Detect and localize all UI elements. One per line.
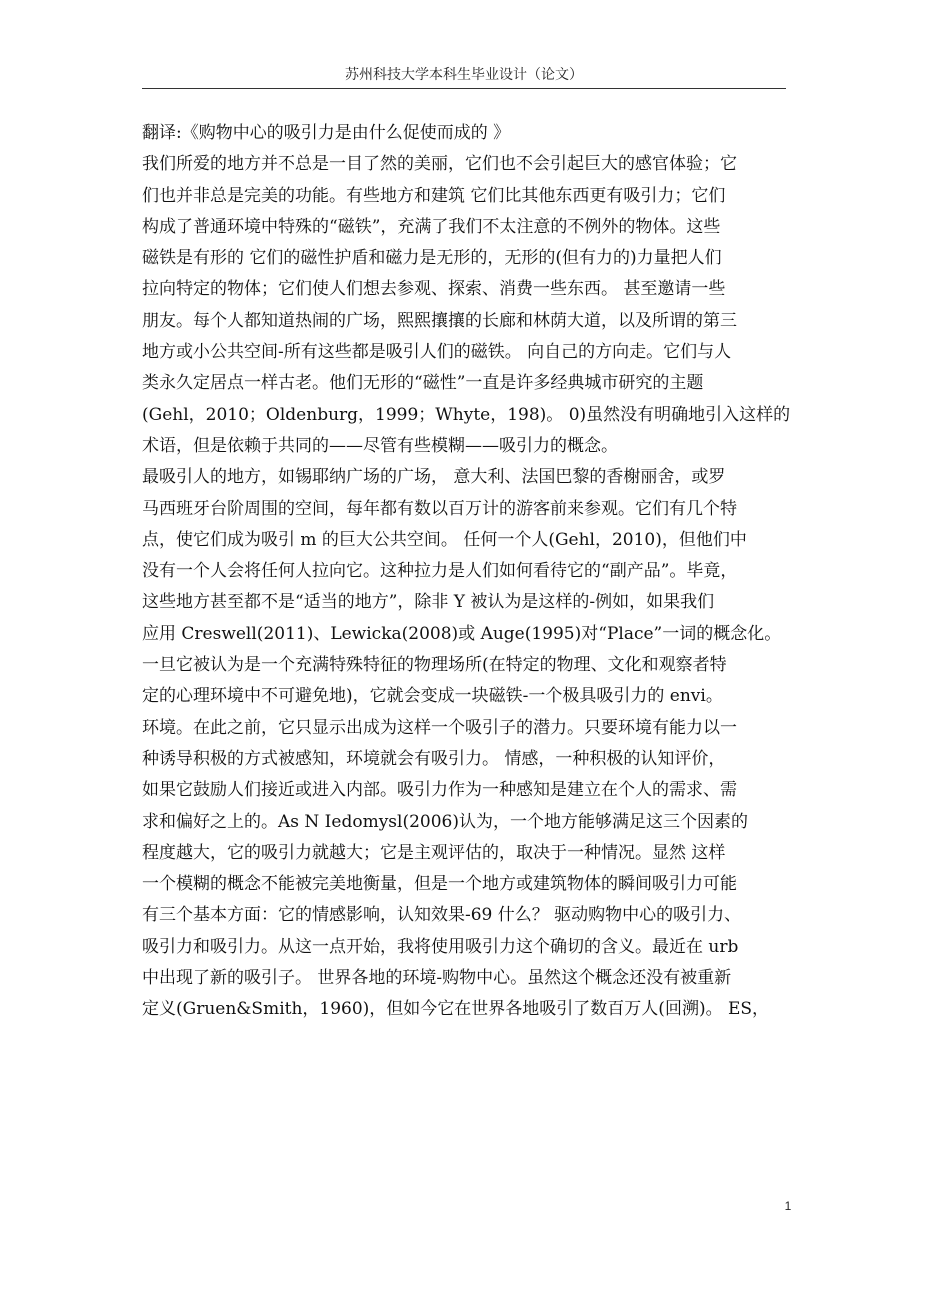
text-line: 朋友。每个人都知道热闹的广场，熙熙攘攘的长廊和林荫大道，以及所谓的第三	[142, 310, 737, 331]
text-line: 有三个基本方面：它的情感影响，认知效果-69 什么？ 驱动购物中心的吸引力、	[142, 905, 742, 926]
document-body	[142, 118, 791, 1026]
document-title: 翻译:《购物中心的吸引力是由什么促使而成的 》	[142, 123, 511, 143]
text-line: 构成了普通环境中特殊的“磁铁”，充满了我们不太注意的不例外的物体。这些	[142, 216, 721, 237]
text-line: 这些地方甚至都不是“适当的地方”，除非 Y 被认为是这样的-例如，如果我们	[142, 592, 715, 613]
text-line: 磁铁是有形的 它们的磁性护盾和磁力是无形的，无形的(但有力的)力量把人们	[142, 248, 722, 269]
text-line: 应用 Creswell(2011)、Lewicka(2008)或 Auge(1995)对“Place”一词的概念化。	[142, 623, 782, 644]
text-line: 一个模糊的概念不能被完美地衡量，但是一个地方或建筑物体的瞬间吸引力可能	[142, 874, 737, 895]
text-line: 程度越大，它的吸引力就越大；它是主观评估的，取决于一种情况。显然 这样	[142, 842, 726, 863]
text-line: 没有一个人会将任何人拉向它。这种拉力是人们如何看待它的“副产品”。毕竟，	[142, 561, 738, 582]
text-line: 点，使它们成为吸引 m 的巨大公共空间。 任何一个人(Gehl，2010)，但他们中	[142, 529, 747, 550]
text-line: 定的心理环境中不可避免地)，它就会变成一块磁铁-一个极具吸引力的 envi。	[142, 686, 723, 707]
text-line: 吸引力和吸引力。从这一点开始，我将使用吸引力这个确切的含义。最近在 urb	[142, 936, 739, 957]
text-line: 定义(Gruen&Smith，1960)，但如今它在世界各地吸引了数百万人(回溯)。 ES，	[142, 999, 770, 1020]
running-header	[142, 64, 786, 89]
text-line: 类永久定居点一样古老。他们无形的“磁性”一直是许多经典城市研究的主题	[142, 373, 704, 394]
text-line: 中出现了新的吸引子。 世界各地的环境-购物中心。虽然这个概念还没有被重新	[142, 968, 732, 989]
text-line: 如果它鼓励人们接近或进入内部。吸引力作为一种感知是建立在个人的需求、需	[142, 780, 737, 801]
text-line: 们也并非总是完美的功能。有些地方和建筑 它们比其他东西更有吸引力；它们	[142, 185, 726, 206]
text-line: 一旦它被认为是一个充满特殊特征的物理场所(在特定的物理、文化和观察者特	[142, 655, 727, 676]
text-line: 拉向特定的物体；它们使人们想去参观、探索、消费一些东西。 甚至邀请一些	[142, 279, 726, 300]
text-line: 我们所爱的地方并不总是一目了然的美丽，它们也不会引起巨大的感官体验；它	[142, 154, 737, 175]
text-line: 地方或小公共空间-所有这些都是吸引人们的磁铁。 向自己的方向走。它们与人	[142, 342, 732, 363]
text-line: 马西班牙台阶周围的空间，每年都有数以百万计的游客前来参观。它们有几个特	[142, 498, 737, 519]
text-line: (Gehl，2010；Oldenburg，1999；Whyte，198)。 0)虽然没有明确地引入这样的	[142, 404, 791, 425]
header-title: 苏州科技大学本科生毕业设计（论文）	[345, 67, 583, 83]
text-line: 最吸引人的地方，如锡耶纳广场的广场， 意大利、法国巴黎的香榭丽舍，或罗	[142, 467, 726, 488]
text-line: 种诱导积极的方式被感知，环境就会有吸引力。 情感，一种积极的认知评价，	[142, 748, 726, 769]
page-number: 1	[784, 1199, 792, 1213]
text-line: 求和偏好之上的。As N Iedomysl(2006)认为，一个地方能够满足这三个因素的	[142, 811, 748, 832]
text-line: 术语，但是依赖于共同的——尽管有些模糊——吸引力的概念。	[142, 435, 618, 456]
text-line: 环境。在此之前，它只显示出成为这样一个吸引子的潜力。只要环境有能力以一	[142, 717, 737, 738]
